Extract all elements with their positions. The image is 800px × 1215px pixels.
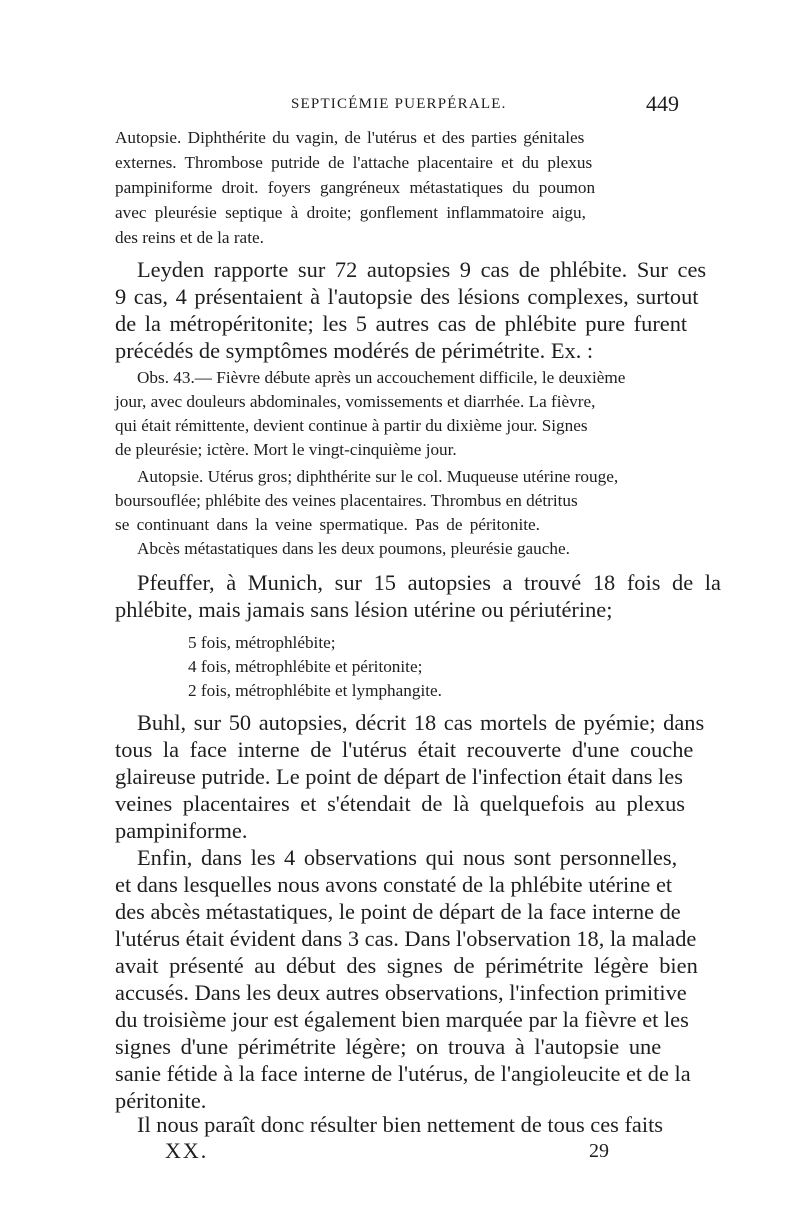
text-line: pampiniforme droit. foyers gangréneux métastatiques du poumon: [115, 178, 596, 197]
page-footer: [115, 1138, 685, 1168]
text-line: des abcès métastatiques, le point de départ de la face interne de: [115, 899, 681, 924]
list-item: 5 fois, métrophlébite;: [188, 633, 336, 652]
text-line: tous la face interne de l'utérus était recouverte d'une couche: [115, 737, 694, 762]
running-head: SEPTICÉMIE PUERPÉRALE.: [291, 96, 507, 112]
text-line: péritonite.: [115, 1088, 207, 1113]
signature-number: 29: [589, 1140, 609, 1162]
text-line: qui était rémittente, devient continue à partir du dixième jour. Signes: [115, 416, 588, 435]
text-line: boursouflée; phlébite des veines placentaires. Thrombus en détritus: [115, 491, 578, 510]
text-line: veines placentaires et s'étendait de là quelquefois au plexus: [115, 791, 686, 816]
text-line: Enfin, dans les 4 observations qui nous sont personnelles,: [137, 845, 678, 870]
text-line: Leyden rapporte sur 72 autopsies 9 cas de phlébite. Sur ces: [137, 257, 707, 282]
text-line: avec pleurésie septique à droite; gonflement inflammatoire aigu,: [115, 203, 586, 222]
text-line: de la métropéritonite; les 5 autres cas de phlébite pure furent: [115, 311, 688, 336]
text-line: sanie fétide à la face interne de l'utérus, de l'angioleucite et de la: [115, 1061, 691, 1086]
text-line: signes d'une périmétrite légère; on trouva à l'autopsie une: [115, 1034, 662, 1059]
text-line: se continuant dans la veine spermatique. Pas de péritonite.: [115, 515, 540, 534]
text-line: précédés de symptômes modérés de périmétrite. Ex. :: [115, 338, 594, 363]
page-header: [115, 93, 685, 117]
text-line: Autopsie. Diphthérite du vagin, de l'utérus et des parties génitales: [115, 128, 585, 147]
text-line: phlébite, mais jamais sans lésion utérine ou périutérine;: [115, 597, 613, 622]
text-line: 9 cas, 4 présentaient à l'autopsie des lésions complexes, surtout: [115, 284, 699, 309]
text-line: glaireuse putride. Le point de départ de l'infection était dans les: [115, 764, 683, 789]
text-line: Abcès métastatiques dans les deux poumons, pleurésie gauche.: [137, 539, 570, 558]
list-item: 4 fois, métrophlébite et péritonite;: [188, 657, 423, 676]
text-line: accusés. Dans les deux autres observations, l'infection primitive: [115, 980, 687, 1005]
text-line: de pleurésie; ictère. Mort le vingt-cinquième jour.: [115, 440, 457, 459]
text-line: Il nous paraît donc résulter bien nettement de tous ces faits: [137, 1112, 664, 1137]
text-line: Autopsie. Utérus gros; diphthérite sur le col. Muqueuse utérine rouge,: [137, 467, 619, 486]
text-line: jour, avec douleurs abdominales, vomissements et diarrhée. La fièvre,: [115, 392, 596, 411]
text-line: externes. Thrombose putride de l'attache placentaire et du plexus: [115, 153, 593, 172]
page-number: 449: [646, 91, 679, 116]
text-line: et dans lesquelles nous avons constaté de la phlébite utérine et: [115, 872, 673, 897]
text-line: Buhl, sur 50 autopsies, décrit 18 cas mortels de pyémie; dans: [137, 710, 705, 735]
text-line: des reins et de la rate.: [115, 228, 264, 247]
text-line: Obs. 43.— Fièvre débute après un accouchement difficile, le deuxième: [137, 368, 626, 387]
text-line: du troisième jour est également bien marquée par la fièvre et les: [115, 1007, 689, 1032]
text-line: pampiniforme.: [115, 818, 248, 843]
signature-mark: XX.: [165, 1138, 209, 1163]
list-item: 2 fois, métrophlébite et lymphangite.: [188, 681, 442, 700]
text-line: avait présenté au début des signes de périmétrite légère bien: [115, 953, 698, 978]
text-line: l'utérus était évident dans 3 cas. Dans l'observation 18, la malade: [115, 926, 697, 951]
text-line: Pfeuffer, à Munich, sur 15 autopsies a trouvé 18 fois de la: [137, 570, 721, 595]
